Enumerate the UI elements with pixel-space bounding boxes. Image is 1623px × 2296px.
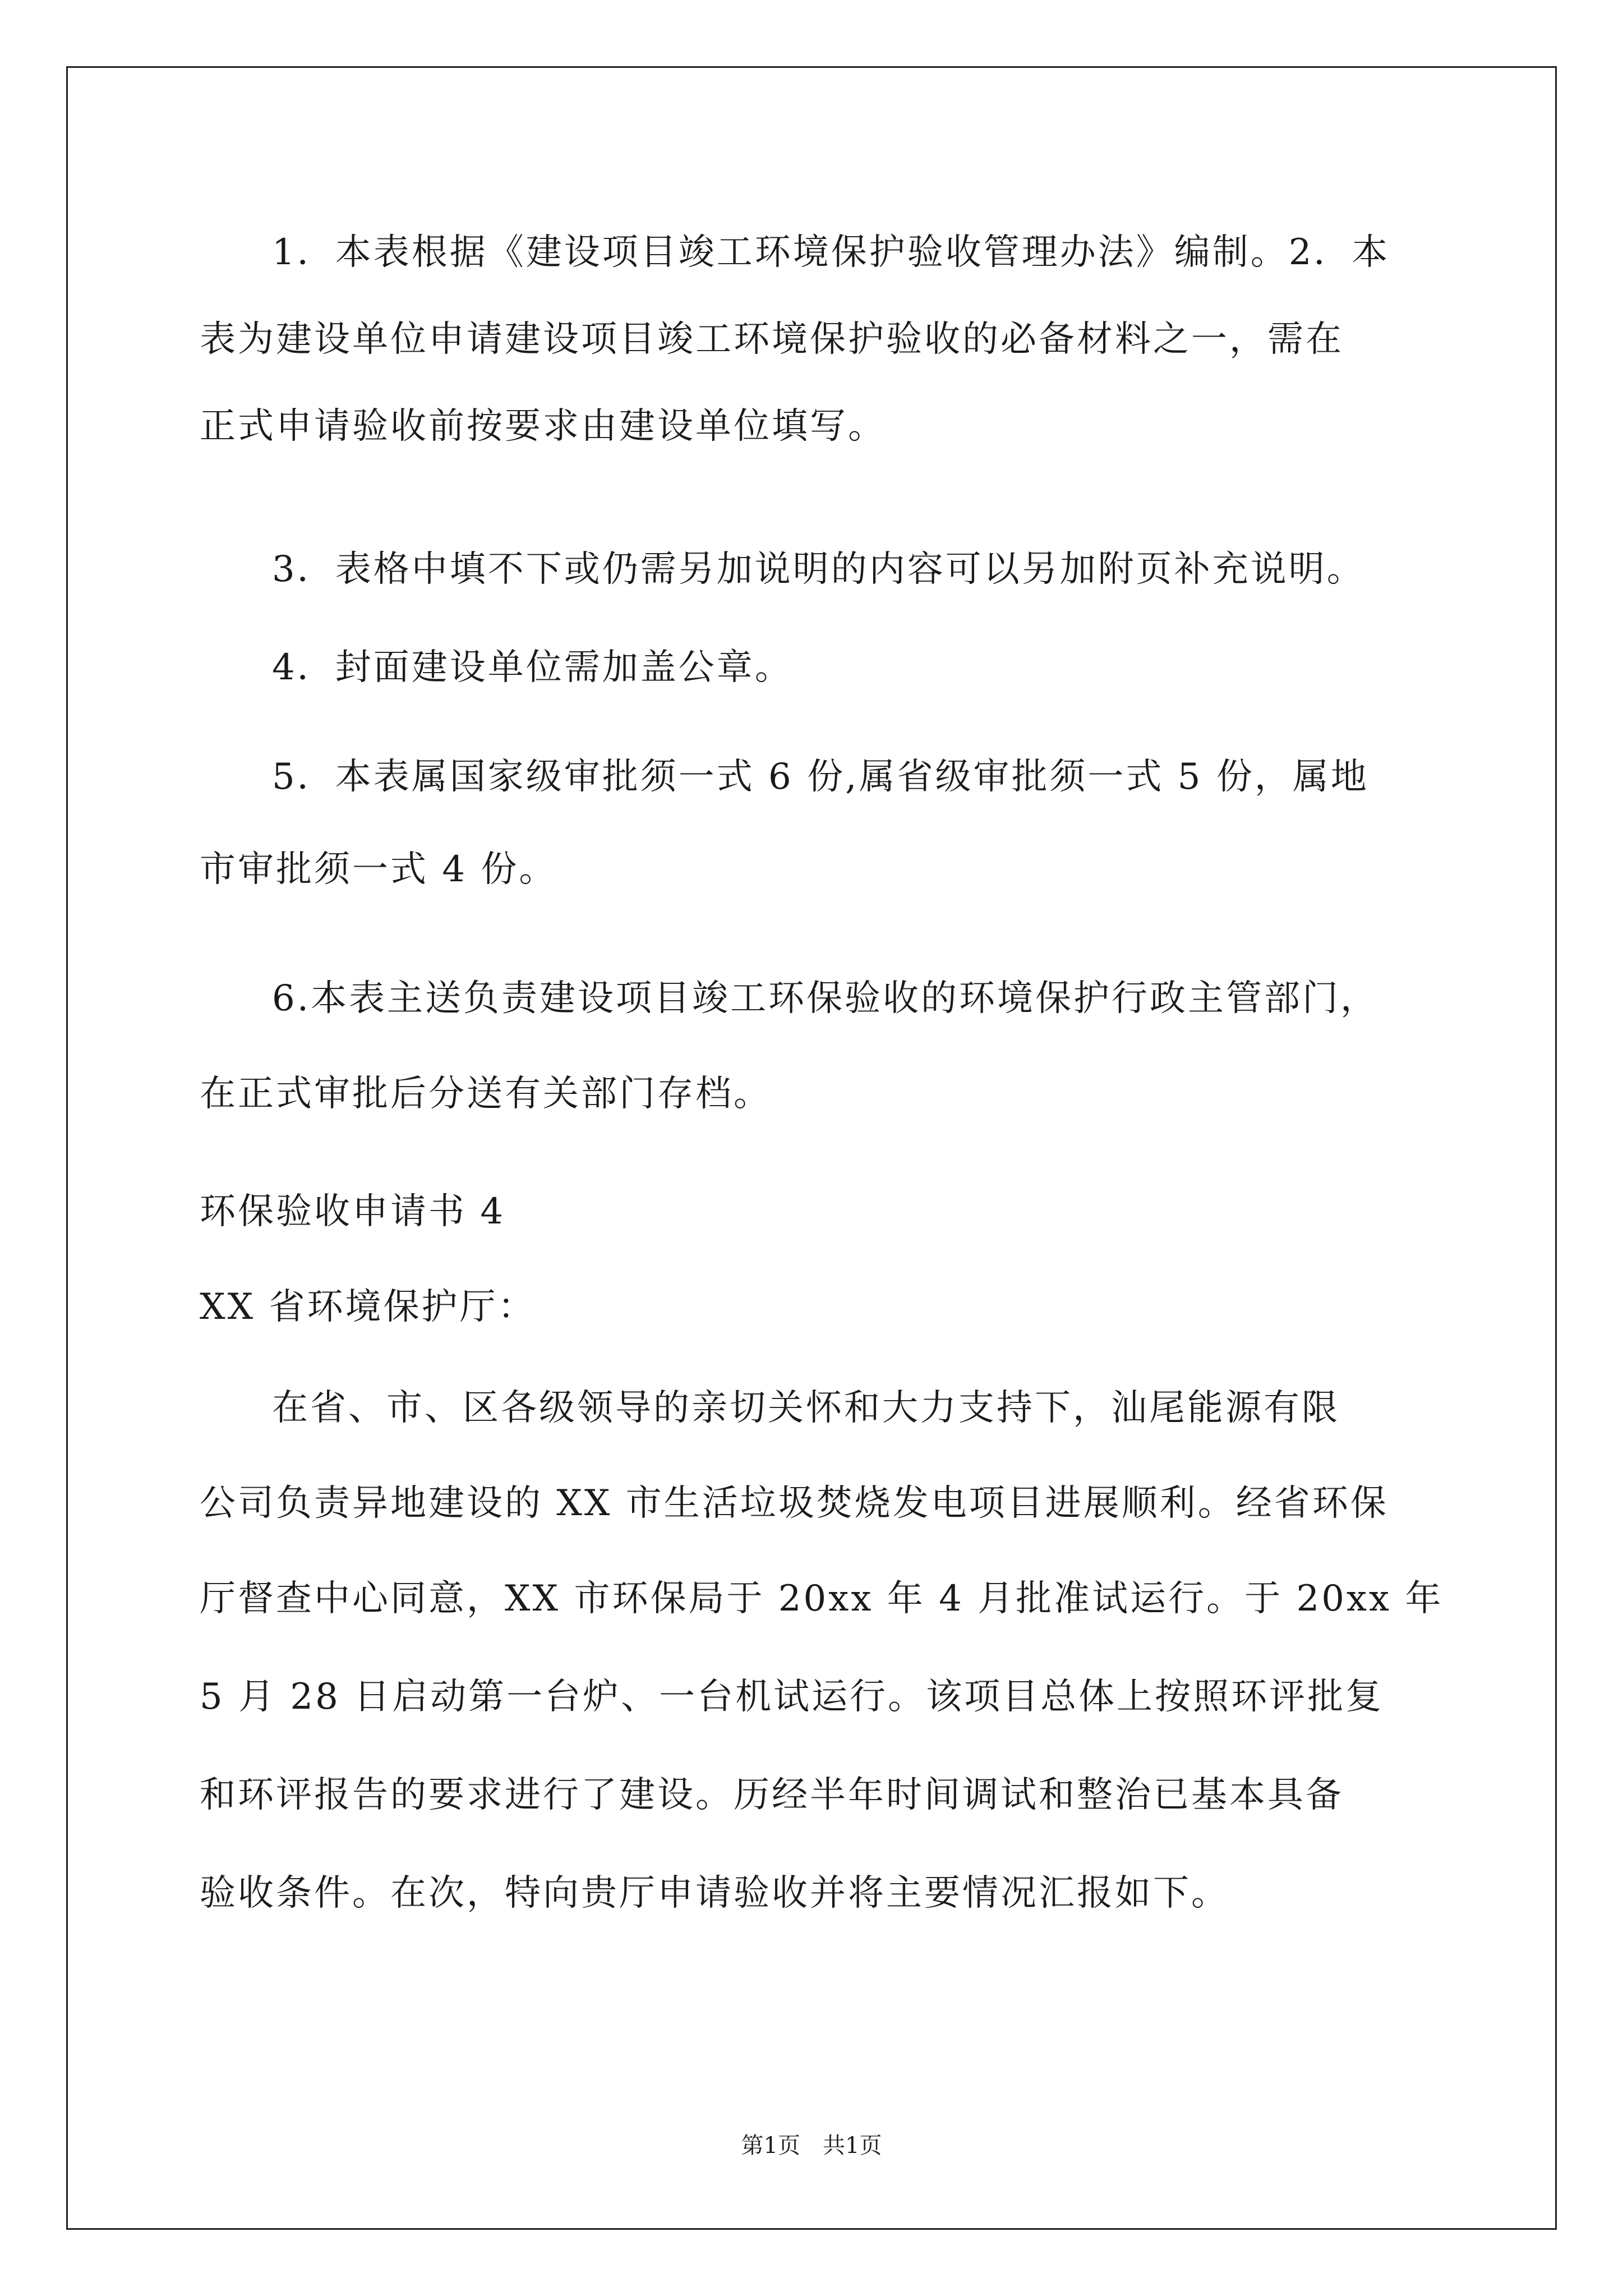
page-footer: 第1页 共1页 (741, 2133, 882, 2159)
text-line: 正式申请验收前按要求由建设单位填写。 (200, 406, 886, 447)
salutation: XX 省环境保护厅： (200, 1286, 536, 1328)
text-line: 市审批须一式 4 份。 (200, 849, 557, 890)
text-line: 5 月 28 日启动第一台炉、一台机试运行。该项目总体上按照环评批复 (200, 1676, 1384, 1718)
text-line: 3．表格中填不下或仍需另加说明的内容可以另加附页补充说明。 (272, 549, 1365, 590)
text-line: 厅督查中心同意，XX 市环保局于 20xx 年 4 月批准试运行。于 20xx 年 (200, 1578, 1444, 1619)
text-line: 4．封面建设单位需加盖公章。 (272, 647, 793, 688)
text-line: 和环评报告的要求进行了建设。历经半年时间调试和整治已基本具备 (200, 1774, 1344, 1816)
text-line: 公司负责异地建设的 XX 市生活垃圾焚烧发电项目进展顺利。经省环保 (200, 1483, 1389, 1524)
text-line: 表为建设单位申请建设项目竣工环境保护验收的必备材料之一，需在 (200, 319, 1344, 360)
text-line: 验收条件。在次，特向贵厅申请验收并将主要情况汇报如下。 (200, 1872, 1229, 1914)
text-line: 1．本表根据《建设项目竣工环境保护验收管理办法》编制。2．本 (272, 232, 1390, 273)
text-line: 6.本表主送负责建设项目竣工环保验收的环境保护行政主管部门， (272, 978, 1379, 1019)
text-line: 在省、市、区各级领导的亲切关怀和大力支持下，汕尾能源有限 (272, 1387, 1340, 1429)
text-line: 5．本表属国家级审批须一式 6 份,属省级审批须一式 5 份，属地 (272, 756, 1369, 798)
text-line: 在正式审批后分送有关部门存档。 (200, 1073, 772, 1115)
section-heading: 环保验收申请书 4 (200, 1191, 506, 1232)
